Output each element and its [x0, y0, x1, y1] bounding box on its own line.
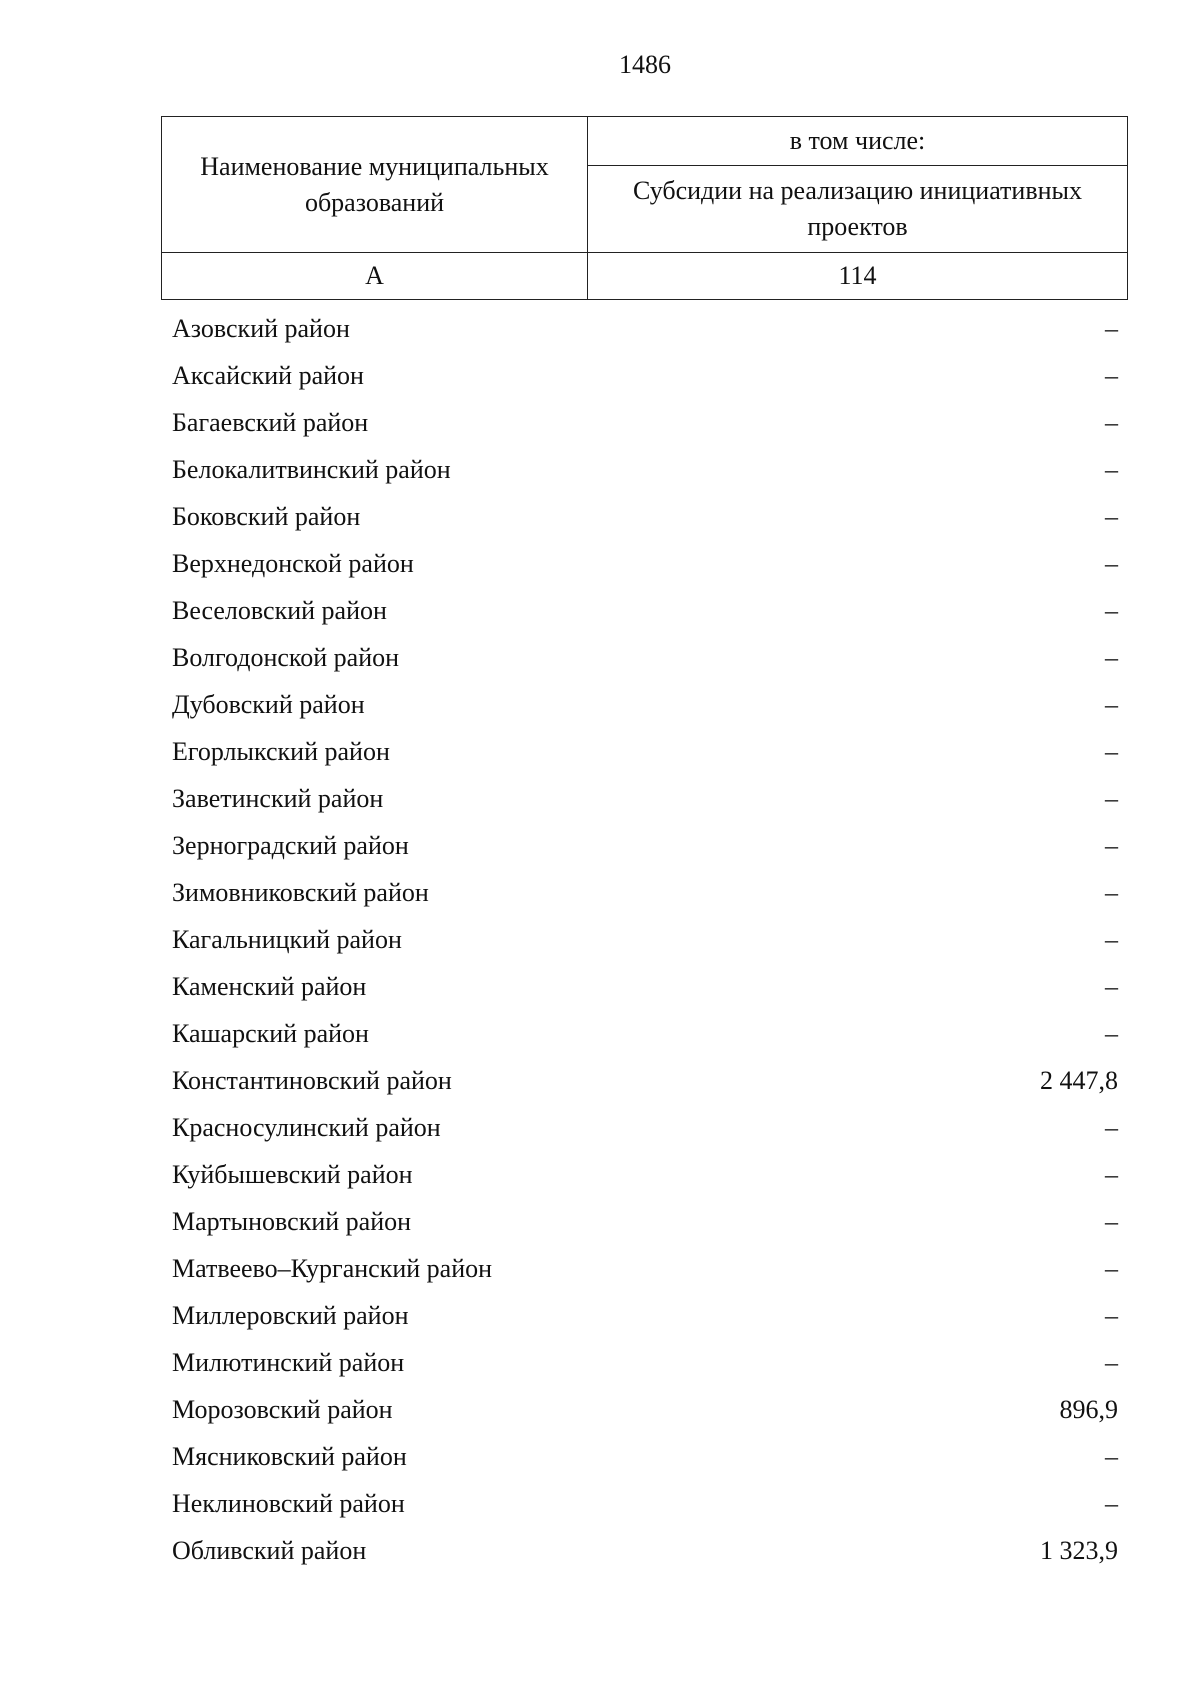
municipality-name: Неклиновский район [172, 1489, 405, 1518]
subsidy-value: – [1105, 972, 1118, 1001]
subsidy-value: – [1105, 1254, 1118, 1283]
subsidy-value: – [1105, 408, 1118, 437]
subsidy-value: – [1105, 596, 1118, 625]
municipality-name: Белокалитвинский район [172, 455, 451, 484]
subsidy-value: – [1105, 1301, 1118, 1330]
column-index-a: А [162, 253, 588, 300]
subsidy-value: – [1105, 502, 1118, 531]
subsidy-value: – [1105, 314, 1118, 343]
municipality-name: Веселовский район [172, 596, 387, 625]
municipality-name: Кагальницкий район [172, 925, 402, 954]
subsidy-value: – [1105, 1348, 1118, 1377]
subsidy-value: – [1105, 1207, 1118, 1236]
subsidy-value: – [1105, 925, 1118, 954]
subsidy-value: – [1105, 690, 1118, 719]
column-group-header: в том числе: [588, 117, 1128, 166]
municipality-name: Мясниковский район [172, 1442, 407, 1471]
municipality-name: Зерноградский район [172, 831, 409, 860]
subsidy-value: – [1105, 643, 1118, 672]
subsidy-value: – [1105, 737, 1118, 766]
municipality-name: Константиновский район [172, 1066, 452, 1095]
subsidy-value: – [1105, 361, 1118, 390]
municipality-name: Милютинский район [172, 1348, 405, 1377]
municipality-name: Багаевский район [172, 408, 369, 437]
table-row [172, 1104, 1118, 1151]
municipality-name: Обливский район [172, 1536, 367, 1565]
municipality-name: Заветинский район [172, 784, 384, 813]
subsidy-value: 1 323,9 [1040, 1536, 1118, 1565]
municipality-name: Мартыновский район [172, 1207, 412, 1236]
table-row [172, 634, 1118, 681]
subsidy-value: – [1105, 1442, 1118, 1471]
subsidy-value: – [1105, 1113, 1118, 1142]
table-row [172, 869, 1118, 916]
table-row [172, 305, 1118, 352]
column-header-subsidies: Субсидии на реализацию инициативных проектов [588, 166, 1128, 253]
table-row [172, 352, 1118, 399]
municipality-name: Аксайский район [172, 361, 364, 390]
table-row [172, 822, 1118, 869]
table-row [172, 1245, 1118, 1292]
table-row [172, 775, 1118, 822]
table-row [172, 540, 1118, 587]
table-row [172, 916, 1118, 963]
municipality-name: Егорлыкский район [172, 737, 390, 766]
municipality-name: Волгодонской район [172, 643, 400, 672]
subsidy-value: – [1105, 1019, 1118, 1048]
table-row [172, 1386, 1118, 1433]
municipality-name: Азовский район [172, 314, 350, 343]
table-row [172, 446, 1118, 493]
subsidy-value: – [1105, 878, 1118, 907]
column-index-114: 114 [588, 253, 1128, 300]
subsidy-value: – [1105, 549, 1118, 578]
municipality-name: Боковский район [172, 502, 361, 531]
table-row [172, 728, 1118, 775]
municipality-name: Куйбышевский район [172, 1160, 413, 1189]
municipality-name: Красносулинский район [172, 1113, 441, 1142]
municipality-name: Каменский район [172, 972, 367, 1001]
municipality-name: Зимовниковский район [172, 878, 429, 907]
subsidy-value: – [1105, 455, 1118, 484]
municipality-name: Верхнедонской район [172, 549, 414, 578]
table-row [172, 1151, 1118, 1198]
table-row [172, 1198, 1118, 1245]
subsidy-value: – [1105, 1160, 1118, 1189]
table-row [172, 1527, 1118, 1574]
municipality-name: Матвеево–Курганский район [172, 1254, 493, 1283]
municipality-name: Морозовский район [172, 1395, 393, 1424]
table-row [172, 963, 1118, 1010]
table-header [161, 116, 1128, 300]
subsidy-value: 2 447,8 [1040, 1066, 1118, 1095]
table-body [172, 305, 1118, 1574]
table-row [172, 587, 1118, 634]
table-row [172, 1480, 1118, 1527]
table-row [172, 1292, 1118, 1339]
subsidy-value: 896,9 [1059, 1395, 1118, 1424]
table-row [172, 493, 1118, 540]
table-row [172, 1339, 1118, 1386]
page-number: 1486 [619, 50, 671, 79]
table-row [172, 681, 1118, 728]
subsidy-value: – [1105, 831, 1118, 860]
subsidy-value: – [1105, 784, 1118, 813]
table-row [172, 1433, 1118, 1480]
subsidy-value: – [1105, 1489, 1118, 1518]
municipality-name: Миллеровский район [172, 1301, 409, 1330]
table-row [172, 399, 1118, 446]
municipality-name: Дубовский район [172, 690, 365, 719]
table-row [172, 1057, 1118, 1104]
table-row [172, 1010, 1118, 1057]
column-header-municipality: Наименование муниципальных образований [162, 117, 588, 253]
municipality-name: Кашарский район [172, 1019, 369, 1048]
